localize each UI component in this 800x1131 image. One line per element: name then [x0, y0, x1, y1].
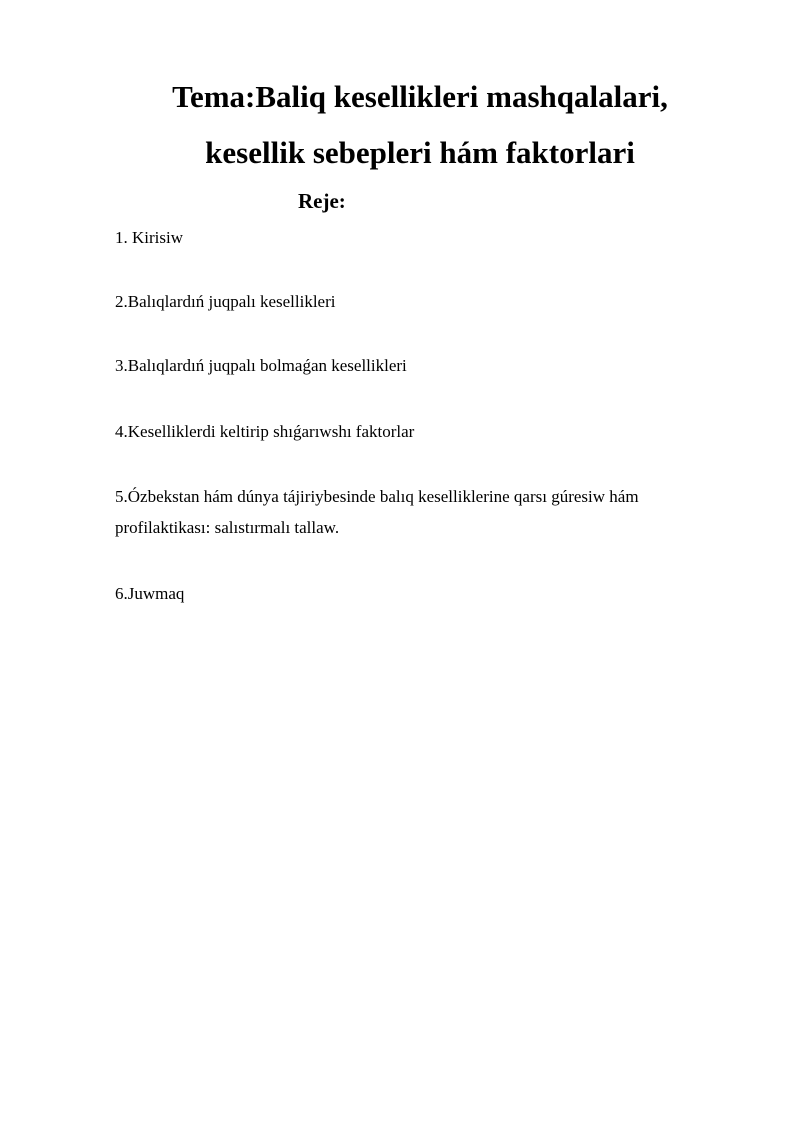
- plan-item-conclusion: 6.Juwmaq: [115, 584, 185, 603]
- plan-item-infectious-diseases: 2.Balıqlardıń juqpalı kesellikleri: [115, 292, 336, 311]
- plan-item-introduction: 1. Kirisiw: [115, 228, 183, 247]
- document-title-line-2: kesellik sebepleri hám faktorlari: [205, 135, 635, 170]
- plan-item-disease-factors: 4.Keselliklerdi keltirip shıǵarıwshı faktorlar: [115, 422, 415, 441]
- plan-item-non-infectious-diseases: 3.Balıqlardıń juqpalı bolmaǵan kesellikleri: [115, 356, 407, 375]
- plan-heading: Reje:: [298, 189, 346, 213]
- document-title-line-1: Tema:Baliq kesellikleri mashqalalari,: [172, 79, 668, 114]
- plan-item-comparative-analysis: 5.Ózbekstan hám dúnya tájiriybesinde balıq keselliklerine qarsı gúresiw hám profilaktikası: salıstırmalı tallaw.: [115, 487, 639, 537]
